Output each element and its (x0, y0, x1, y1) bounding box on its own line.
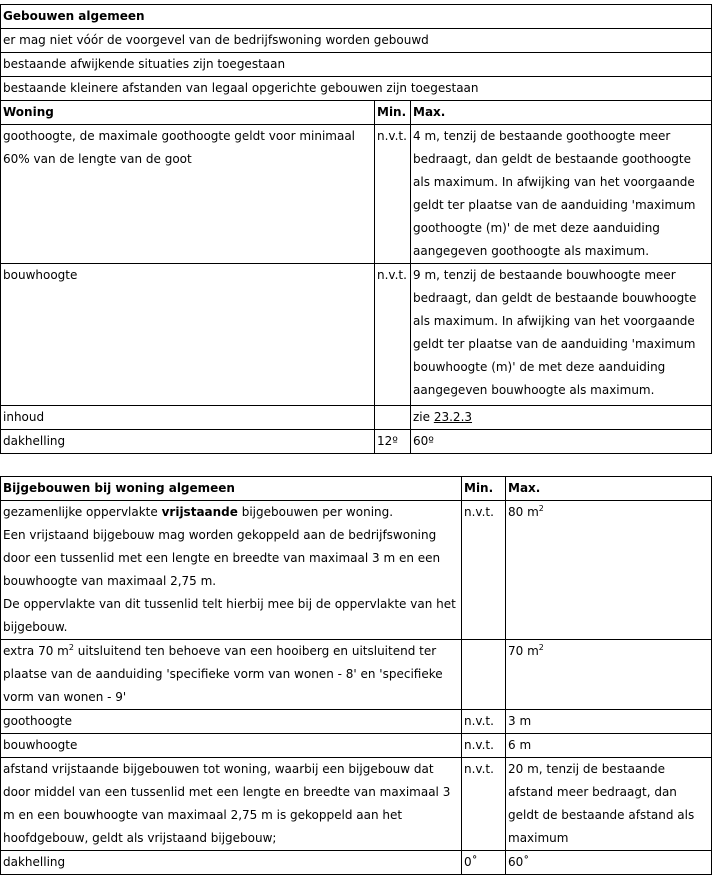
row-max: 60˚ (506, 851, 712, 875)
section-title-gebouwen: Gebouwen algemeen (1, 5, 712, 29)
row-max: 4 m, tenzij de bestaande goothoogte meer bedraagt, dan geldt de bestaande goothoogte als maximum. In afwijking van het voorgaande geldt ter plaatse van de aanduiding 'maximum goothoogte (m)' de met deze aanduiding aangegeven goothoogte als maximum. (411, 125, 712, 264)
label-text: gezamenlijke oppervlakte (3, 505, 162, 519)
row-min: n.v.t. (462, 734, 506, 758)
table-row (1, 758, 712, 851)
row-max (506, 640, 712, 710)
label-paragraph (3, 501, 459, 524)
row-max: 3 m (506, 710, 712, 734)
header-bijgebouwen: Bijgebouwen bij woning algemeen (1, 477, 462, 501)
table-header-row (1, 101, 712, 125)
table-row (1, 406, 712, 430)
rule-text: bestaande kleinere afstanden van legaal opgerichte gebouwen zijn toegestaan (1, 77, 712, 101)
article-link[interactable]: 23.2.3 (433, 410, 473, 424)
table-row (1, 501, 712, 640)
label-bold-text: vrijstaande (161, 505, 238, 519)
table-row (1, 5, 712, 29)
row-min: n.v.t. (462, 710, 506, 734)
table-row (1, 53, 712, 77)
row-label: goothoogte (1, 710, 462, 734)
row-min: n.v.t. (375, 125, 411, 264)
row-label: bouwhoogte (1, 734, 462, 758)
row-label: inhoud (1, 406, 375, 430)
unit-superscript: 2 (538, 643, 544, 652)
table-header-row (1, 477, 712, 501)
label-text: uitsluitend ten behoeve van een hooiberg en uitsluitend ter plaatse van de aanduiding 'specifieke vorm van wonen - 8' en 'specifieke vorm van wonen - 9' (3, 644, 443, 704)
header-max: Max. (411, 101, 712, 125)
table-row (1, 430, 712, 454)
row-max: 60º (411, 430, 712, 454)
row-label: dakhelling (1, 430, 375, 454)
row-min: 0˚ (462, 851, 506, 875)
table-row (1, 640, 712, 710)
header-min: Min. (462, 477, 506, 501)
table-row (1, 264, 712, 406)
row-max: 20 m, tenzij de bestaande afstand meer bedraagt, dan geldt de bestaande afstand als maximum (506, 758, 712, 851)
row-min (462, 640, 506, 710)
max-value: 70 m (508, 644, 539, 658)
header-max: Max. (506, 477, 712, 501)
row-min: n.v.t. (462, 501, 506, 640)
row-max (411, 406, 712, 430)
rule-text: er mag niet vóór de voorgevel van de bedrijfswoning worden gebouwd (1, 29, 712, 53)
table-row (1, 710, 712, 734)
table-row (1, 851, 712, 875)
table-row (1, 734, 712, 758)
row-label: afstand vrijstaande bijgebouwen tot woning, waarbij een bijgebouw dat door middel van een tussenlid met een lengte en breedte van maximaal 3 m en een bouwhoogte van maximaal 2,75 m is gekoppeld aan het hoofdgebouw, geldt als vrijstaand bijgebouw; (1, 758, 462, 851)
row-min: n.v.t. (462, 758, 506, 851)
header-min: Min. (375, 101, 411, 125)
rule-text: bestaande afwijkende situaties zijn toegestaan (1, 53, 712, 77)
row-label: dakhelling (1, 851, 462, 875)
table-row (1, 29, 712, 53)
row-min: n.v.t. (375, 264, 411, 406)
label-paragraph: Een vrijstaand bijgebouw mag worden gekoppeld aan de bedrijfswoning door een tussenlid met een lengte en breedte van maximaal 3 m en een bouwhoogte van maximaal 2,75 m. (3, 528, 441, 588)
row-label (1, 501, 462, 640)
row-max (506, 501, 712, 640)
label-paragraph: De oppervlakte van dit tussenlid telt hierbij mee bij de oppervlakte van het bijgebouw. (3, 597, 456, 634)
row-label (1, 640, 462, 710)
table-row (1, 125, 712, 264)
row-max: 9 m, tenzij de bestaande bouwhoogte meer bedraagt, dan geldt de bestaande bouwhoogte als maximum. In afwijking van het voorgaande geldt ter plaatse van de aanduiding 'maximum bouwhoogte (m)' de met deze aanduiding aangegeven bouwhoogte als maximum. (411, 264, 712, 406)
row-label: bouwhoogte (1, 264, 375, 406)
header-woning: Woning (1, 101, 375, 125)
max-value: 80 m (508, 505, 539, 519)
row-min: 12º (375, 430, 411, 454)
table-row (1, 77, 712, 101)
row-max: 6 m (506, 734, 712, 758)
row-label: goothoogte, de maximale goothoogte geldt voor minimaal 60% van de lengte van de goot (1, 125, 375, 264)
row-min (375, 406, 411, 430)
bijgebouwen-table (0, 476, 712, 875)
unit-superscript: 2 (538, 504, 544, 513)
unit-superscript: 2 (68, 643, 74, 652)
gebouwen-woning-table (0, 4, 712, 454)
see-prefix: zie (413, 410, 434, 424)
label-text: bijgebouwen per woning. (237, 505, 394, 519)
label-text: extra 70 m (3, 644, 69, 658)
